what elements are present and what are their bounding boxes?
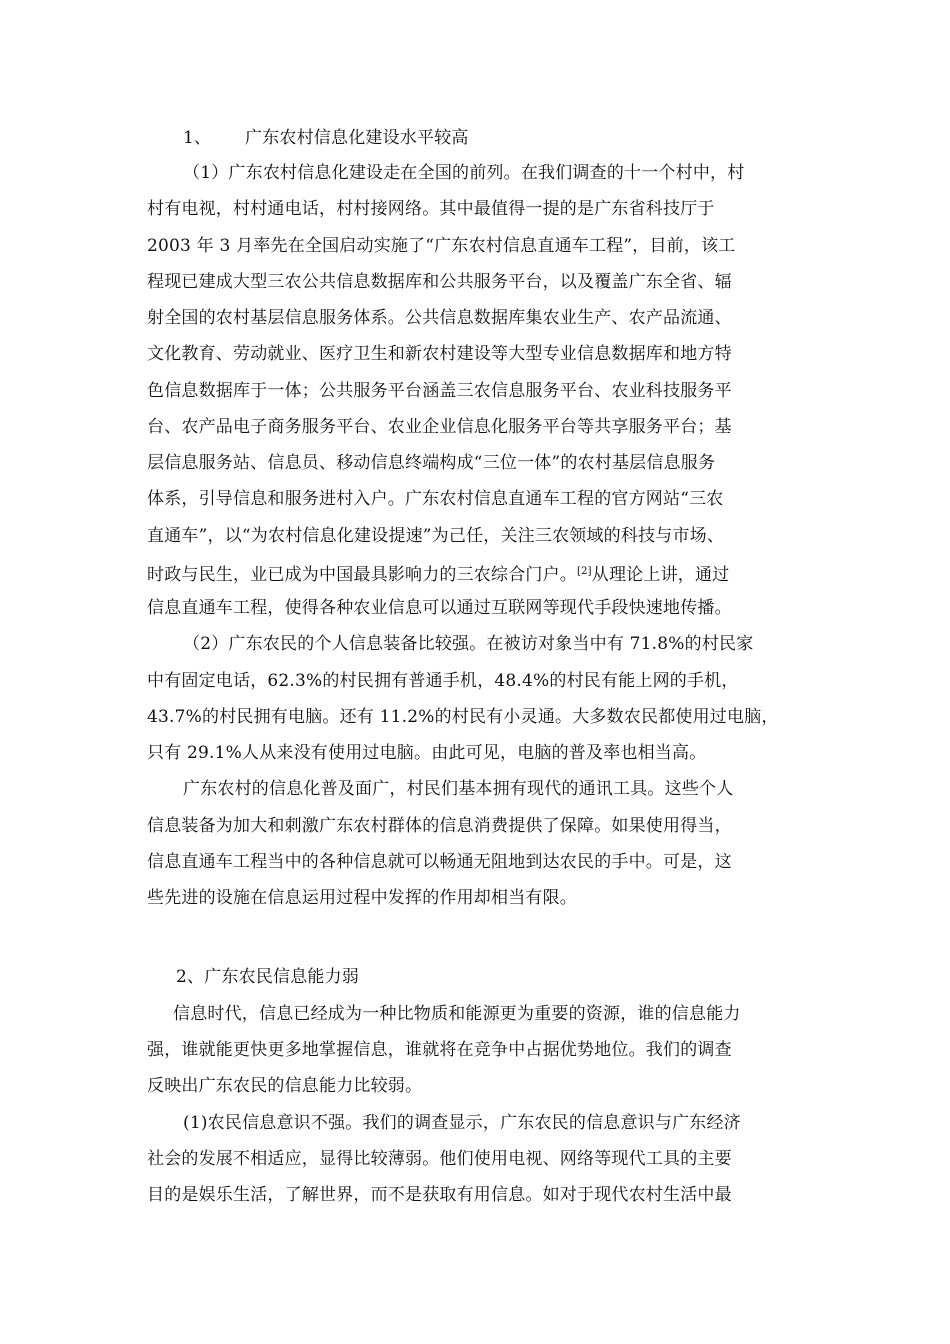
paragraph-line: 信息时代，信息已经成为一种比物质和能源更为重要的资源，谁的信息能力 — [173, 1004, 741, 1024]
paragraph-line: 强，谁就能更快更多地掌握信息，谁就将在竞争中占据优势地位。我们的调查 — [147, 1040, 732, 1060]
paragraph-line: 直通车”，以“为农村信息化建设提速”为己任，关注三农领域的科技与市场、 — [147, 526, 725, 546]
paragraph-line: 层信息服务站、信息员、移动信息终端构成“三位一体”的农村基层信息服务 — [147, 453, 716, 473]
paragraph-line: 台、农产品电子商务服务平台、农业企业信息化服务平台等共享服务平台；基 — [147, 417, 732, 437]
paragraph-line: 中有固定电话，62.3%的村民拥有普通手机，48.4%的村民有能上网的手机， — [147, 671, 739, 691]
paragraph-line: 体系，引导信息和服务进村入户。广东农村信息直通车工程的官方网站“三农 — [147, 489, 724, 509]
paragraph-line: 目的是娱乐生活，了解世界，而不是获取有用信息。如对于现代农村生活中最 — [147, 1185, 732, 1205]
section-2-heading: 2、广东农民信息能力弱 — [176, 967, 360, 987]
paragraph-text: 从理论上讲，通过 — [591, 565, 730, 585]
paragraph-line: （2）广东农民的个人信息装备比较强。在被访对象当中有 71.8%的村民家 — [183, 634, 754, 654]
paragraph-line: 色信息数据库于一体；公共服务平台涵盖三农信息服务平台、农业科技服务平 — [147, 381, 732, 401]
paragraph-line: 反映出广东农民的信息能力比较弱。 — [147, 1076, 423, 1096]
paragraph-line: 些先进的设施在信息运用过程中发挥的作用却相当有限。 — [147, 888, 577, 908]
paragraph-line-with-citation — [147, 562, 729, 585]
paragraph-line: 程现已建成大型三农公共信息数据库和公共服务平台，以及覆盖广东全省、辐 — [147, 272, 732, 292]
paragraph-text: 时政与民生，业已成为中国最具影响力的三农综合门户。 — [147, 565, 577, 585]
paragraph-line: 社会的发展不相适应，显得比较薄弱。他们使用电视、网络等现代工具的主要 — [147, 1149, 732, 1169]
paragraph-line: （1）广东农村信息化建设走在全国的前列。在我们调查的十一个村中，村 — [183, 163, 745, 183]
paragraph-line: 信息直通车工程当中的各种信息就可以畅通无阻地到达农民的手中。可是，这 — [147, 852, 732, 872]
paragraph-line: 广东农村的信息化普及面广，村民们基本拥有现代的通讯工具。这些个人 — [183, 779, 734, 799]
section-1-title: 广东农村信息化建设水平较高 — [245, 128, 469, 148]
paragraph-line: 43.7%的村民拥有电脑。还有 11.2%的村民有小灵通。大多数农民都使用过电脑， — [147, 707, 779, 727]
paragraph-line: 文化教育、劳动就业、医疗卫生和新农村建设等大型专业信息数据库和地方特 — [147, 344, 732, 364]
paragraph-line: 2003 年 3 月率先在全国启动实施了“广东农村信息直通车工程”，目前，该工 — [147, 236, 736, 256]
section-1-heading — [183, 128, 469, 148]
paragraph-line: 只有 29.1%人从来没有使用过电脑。由此可见，电脑的普及率也相当高。 — [147, 743, 707, 763]
citation-reference: [2] — [577, 566, 592, 577]
section-1-number: 1、 — [183, 128, 212, 148]
paragraph-line: 信息装备为加大和刺激广东农村群体的信息消费提供了保障。如果使用得当， — [147, 816, 732, 836]
paragraph-line: 村有电视，村村通电话，村村接网络。其中最值得一提的是广东省科技厅于 — [147, 199, 715, 219]
paragraph-line: 信息直通车工程，使得各种农业信息可以通过互联网等现代手段快速地传播。 — [147, 598, 732, 618]
paragraph-line: 射全国的农村基层信息服务体系。公共信息数据库集农业生产、农产品流通、 — [147, 308, 732, 328]
paragraph-line: (1)农民信息意识不强。我们的调查显示，广东农民的信息意识与广东经济 — [183, 1113, 741, 1133]
